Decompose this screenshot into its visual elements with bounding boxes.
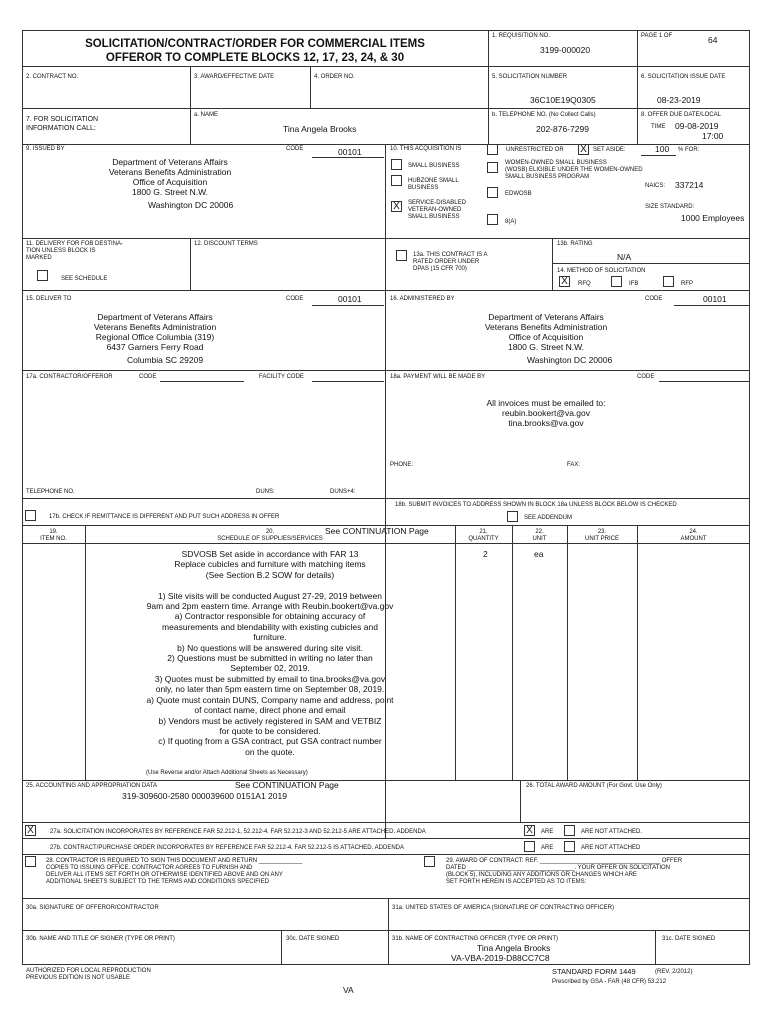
payment-fax-label: FAX: [567, 462, 581, 468]
issued-code-value: 00101 [338, 147, 362, 157]
prescribed-label: Prescribed by GSA - FAR (48 CFR) 53.212 [552, 979, 667, 985]
27b-are-not-label: ARE NOT ATTACHED [581, 845, 641, 851]
solicitation-number-value: 36C10E19Q0305 [530, 95, 596, 105]
facility-code-label: FACILITY CODE [259, 374, 304, 380]
admin-code-label: CODE [645, 296, 663, 302]
quantity-value: 2 [483, 549, 488, 559]
duns-label: DUNS: [256, 489, 275, 495]
wosb-checkbox[interactable] [487, 162, 498, 173]
deliver-to-city: Columbia SC 29209 [127, 355, 204, 365]
deliver-code-label: CODE [286, 296, 304, 302]
see-schedule-label: SEE SCHEDULE [61, 276, 108, 282]
sdvosb-checkbox[interactable]: X [391, 201, 402, 212]
clause-27a-checkbox[interactable]: X [25, 825, 36, 836]
acquisition-label: 10. THIS ACQUISITION IS [390, 146, 462, 152]
col-item-no: 19. ITEM NO. [40, 529, 67, 542]
set-aside-checkbox[interactable]: X [578, 144, 589, 155]
reverse-note: (Use Reverse and/or Attach Additional Sheets as Necessary) [146, 770, 308, 776]
payment-phone-label: PHONE: [390, 462, 414, 468]
info-call-label: 7. FOR SOLICITATION INFORMATION CALL: [26, 116, 99, 132]
contractor-code-label: CODE [139, 374, 157, 380]
ifb-label: IFB [629, 281, 639, 287]
27a-are-checkbox[interactable]: X [524, 825, 535, 836]
edwosb-label: EDWOSB [505, 191, 532, 197]
unrestricted-label: UNRESTRICTED OR [506, 147, 564, 153]
accounting-label: 25. ACCOUNTING AND APPROPRIATION DATA [26, 783, 158, 789]
col-quantity: 21. QUANTITY [468, 529, 499, 542]
sdvosb-label: SERVICE-DISABLED VETERAN-OWNED SMALL BUSINESS [408, 200, 466, 220]
duns4-label: DUNS+4: [330, 489, 356, 495]
order-no-label: 4. ORDER NO. [314, 74, 355, 80]
administered-by-label: 16. ADMINISTERED BY [390, 296, 455, 302]
27a-are-not-label: ARE NOT ATTACHED. [581, 829, 643, 835]
rated-order-checkbox[interactable] [396, 250, 407, 261]
issue-date-value: 08-23-2019 [657, 95, 701, 105]
col-unit-price: 23. UNIT PRICE [585, 529, 619, 542]
clause-29-text: 29. AWARD OF CONTRACT: REF. ____________________________________ OFFER DATED ________________________________. YOUR OFFER ON SOLICITATION (BLOCK 5), INCLUDING ANY ADDITIONS OR CHANGES WHICH ARE SET FORTH HEREIN IS ACCEPTED AS TO ITEMS: [446, 858, 683, 885]
agency-footer: VA [343, 985, 354, 995]
clause-28-text: 28. CONTRACTOR IS REQUIRED TO SIGN THIS DOCUMENT AND RETURN _____________ COPIES TO ISSUING OFFICE. CONTRACTOR AGREES TO FURNISH AND DELIVER ALL ITEMS SET FORTH OR OTHERWISE IDENTIFIED ABOVE AND ON ANY ADDITIONAL SHEETS SUBJECT TO THE TERMS AND CONDITIONS SPECIFIED [46, 858, 303, 885]
rfq-checkbox[interactable]: X [559, 276, 570, 287]
accounting-value: 319-309600-2580 000039600 0151A1 2019 [122, 791, 287, 801]
solicitation-number-label: 5. SOLICITATION NUMBER [492, 74, 568, 80]
offer-due-label: 8. OFFER DUE DATE/LOCAL [641, 112, 721, 118]
administered-by-address: Department of Veterans Affairs Veterans Benefits Administration Office of Acquisition 1800 G. Street N.W. [484, 312, 608, 352]
telephone-label: b. TELEPHONE NO. (No Collect Calls) [492, 112, 596, 118]
contractor-telephone-label: TELEPHONE NO. [26, 489, 75, 495]
see-addendum-label: SEE ADDENDUM [524, 515, 573, 521]
discount-terms-label: 12. DISCOUNT TERMS [194, 241, 258, 247]
issued-by-address: Department of Veterans Affairs Veterans Benefits Administration Office of Acquisition 1800 G. Street N.W. [108, 157, 232, 197]
form-title-line1: SOLICITATION/CONTRACT/ORDER FOR COMMERCIAL ITEMS [85, 38, 425, 50]
page-label: PAGE 1 OF [641, 33, 673, 39]
payment-code-label: CODE [637, 374, 655, 380]
form-title-line2: OFFEROR TO COMPLETE BLOCKS 12, 17, 23, 24, & 30 [105, 52, 405, 64]
admin-code-value: 00101 [703, 294, 727, 304]
remittance-checkbox[interactable] [25, 510, 36, 521]
deliver-to-address: Department of Veterans Affairs Veterans Benefits Administration Regional Office Columbia (319) 6437 Garners Ferry Road [93, 312, 217, 352]
rating-value: N/A [617, 252, 632, 262]
contact-name-label: a. NAME [194, 112, 219, 118]
form-title [24, 37, 486, 65]
rfp-checkbox[interactable] [663, 276, 674, 287]
requisition-value: 3199-000020 [540, 45, 591, 55]
administered-by-city: Washington DC 20006 [527, 355, 613, 365]
edwosb-checkbox[interactable] [487, 187, 498, 198]
clause-29-checkbox[interactable] [424, 856, 435, 867]
officer-name-value: Tina Angela Brooks [477, 943, 551, 953]
payment-instructions: All invoices must be emailed to: reubin.bookert@va.gov tina.brooks@va.gov [486, 398, 606, 428]
unit-value: ea [534, 549, 544, 559]
issue-date-label: 6. SOLICITATION ISSUE DATE [641, 74, 726, 80]
clause-27a-label: 27a. SOLICITATION INCORPORATES BY REFERENCE FAR 52.212-1, 52.212-4. FAR 52.212-3 AND 52.212-5 ARE ATTACHED. ADDENDA [50, 829, 426, 835]
ifb-checkbox[interactable] [611, 276, 622, 287]
set-aside-label: SET ASIDE: [593, 147, 626, 153]
clause-27b-label: 27b. CONTRACT/PURCHASE ORDER INCORPORATES BY REFERENCE FAR 52.212-4. FAR 52.212-5 IS ATTACHED. ADDENDA [50, 845, 404, 851]
27b-are-checkbox[interactable] [524, 841, 535, 852]
rated-order-label: 13a. THIS CONTRACT IS A RATED ORDER UNDER DPAS (15 CFR 700) [413, 252, 488, 272]
page-total: 64 [708, 35, 718, 45]
contact-name-value: Tina Angela Brooks [283, 124, 357, 134]
set-aside-percent: 100 [655, 144, 670, 154]
col-schedule: 20. SCHEDULE OF SUPPLIES/SERVICES [217, 529, 323, 542]
see-schedule-checkbox[interactable] [37, 270, 48, 281]
size-standard-value: 1000 Employees [681, 213, 745, 223]
authorized-note: AUTHORIZED FOR LOCAL REPRODUCTION PREVIOUS EDITION IS NOT USABLE [26, 968, 151, 981]
total-award-label: 26. TOTAL AWARD AMOUNT (For Govt. Use Only) [526, 783, 662, 789]
col-amount: 24. AMOUNT [680, 529, 707, 542]
unrestricted-checkbox[interactable] [487, 144, 498, 155]
hubzone-label: HUBZONE SMALL BUSINESS [408, 178, 459, 191]
issued-code-label: CODE [286, 146, 304, 152]
method-of-solicitation-label: 14. METHOD OF SOLICITATION [557, 268, 646, 274]
officer-id-value: VA-VBA-2019-D88CC7C8 [451, 953, 550, 963]
rfq-label: RFQ [578, 281, 591, 287]
signer-name-label: 30b. NAME AND TITLE OF SIGNER (TYPE OR PRINT) [26, 936, 175, 942]
27b-are-label: ARE [541, 845, 554, 851]
signature-offeror-label: 30a. SIGNATURE OF OFFEROR/CONTRACTOR [26, 905, 159, 911]
schedule-continuation: See CONTINUATION Page [325, 526, 429, 536]
delivery-fob-label: 11. DELIVERY FOR FOB DESTINA- TION UNLESS BLOCK IS MARKED [26, 241, 124, 261]
issued-by-city: Washington DC 20006 [148, 200, 234, 210]
clause-28-checkbox[interactable] [25, 856, 36, 867]
submit-invoices-label: 18b. SUBMIT INVOICES TO ADDRESS SHOWN IN BLOCK 18a UNLESS BLOCK BELOW IS CHECKED [395, 502, 677, 508]
payment-by-label: 18a. PAYMENT WILL BE MADE BY [390, 374, 486, 380]
hubzone-checkbox[interactable] [391, 175, 402, 186]
rating-label: 13b. RATING [557, 241, 593, 247]
rfp-label: RFP [681, 281, 693, 287]
issued-by-label: 9. ISSUED BY [26, 146, 65, 152]
requisition-label: 1. REQUISITION NO. [492, 33, 551, 39]
schedule-description: SDVOSB Set aside in accordance with FAR 13 Replace cubicles and furniture with matching items (See Section B.2 SOW for details) 1) Site visits will be conducted August 27-29, 2019 between 9am and 2pm eastern time. Arrange with Reubin.bookert@va.gov a) Contractor responsible for obtaining accuracy of measurements and blendability with existing cubicles and furniture. b) No questions will be answered during site visit. 2) Questions must be submitted in writing no later than September 02, 2019. 3) Quotes must be submitted by email to tina.brooks@va.gov only, no later than 5pm eastern time on September 08, 2019. a) Quote must contain DUNS, Company name and address, point of contact name, direct phone and email b) Vendors must be actively registered in SAM and VETBIZ for quote to be considered. c) If quoting from a GSA contract, put GSA contract number on the quote. [146, 549, 394, 757]
revision-label: (REV. 2/2012) [655, 969, 693, 975]
contract-no-label: 2. CONTRACT NO. [26, 74, 79, 80]
27b-are-not-checkbox[interactable] [564, 841, 575, 852]
27a-are-not-checkbox[interactable] [564, 825, 575, 836]
officer-name-label: 31b. NAME OF CONTRACTING OFFICER (TYPE OR PRINT) [392, 936, 559, 942]
small-business-checkbox[interactable] [391, 159, 402, 170]
wosb-label: WOMEN-OWNED SMALL BUSINESS (WOSB) ELIGIBLE UNDER THE WOMEN-OWNED SMALL BUSINESS PROGRAM [505, 160, 643, 180]
deliver-to-label: 15. DELIVER TO [26, 296, 72, 302]
small-business-label: SMALL BUSINESS [408, 163, 460, 169]
standard-form-label: STANDARD FORM 1449 [552, 967, 636, 976]
offer-time-label: TIME [651, 124, 666, 130]
8a-checkbox[interactable] [487, 214, 498, 225]
see-addendum-checkbox[interactable] [507, 511, 518, 522]
size-standard-label: SIZE STANDARD: [645, 204, 695, 210]
accounting-continuation: See CONTINUATION Page [235, 780, 339, 790]
naics-value: 337214 [675, 180, 704, 190]
telephone-value: 202-876-7299 [536, 124, 589, 134]
offer-due-date: 09-08-2019 [675, 121, 719, 131]
8a-label: 8(A) [505, 219, 517, 225]
signature-officer-label: 31a. UNITED STATES OF AMERICA (SIGNATURE OF CONTRACTING OFFICER) [392, 905, 615, 911]
offer-due-time: 17:00 [702, 131, 724, 141]
27a-are-label: ARE [541, 829, 554, 835]
date-signed-offeror-label: 30c. DATE SIGNED [286, 936, 340, 942]
deliver-code-value: 00101 [338, 294, 362, 304]
date-signed-officer-label: 31c. DATE SIGNED [662, 936, 716, 942]
contractor-label: 17a. CONTRACTOR/OFFEROR [26, 374, 113, 380]
set-aside-percent-for: % FOR: [678, 147, 700, 153]
col-unit: 22. UNIT [532, 529, 547, 542]
remittance-label: 17b. CHECK IF REMITTANCE IS DIFFERENT AND PUT SUCH ADDRESS IN OFFER [49, 514, 280, 520]
award-date-label: 3. AWARD/EFFECTIVE DATE [194, 74, 275, 80]
naics-label: NAICS: [645, 183, 666, 189]
